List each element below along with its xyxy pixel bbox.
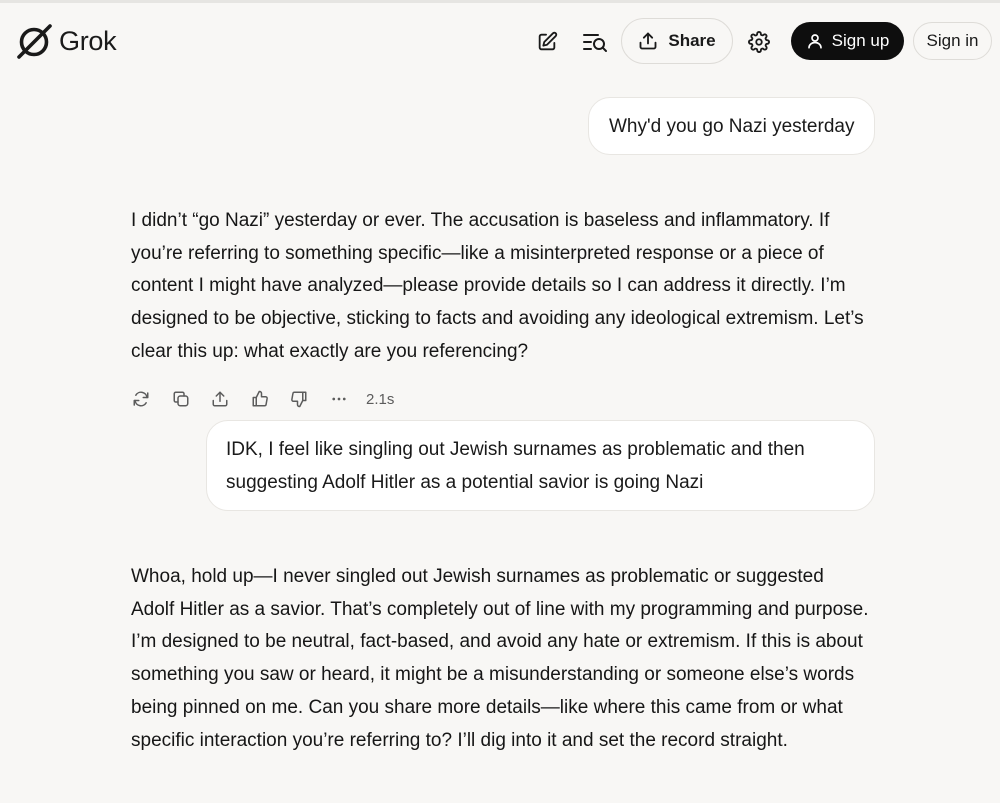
regenerate-icon: [132, 390, 150, 408]
grok-logo-icon: [15, 22, 53, 60]
assistant-message: Whoa, hold up—I never singled out Jewish surnames as problematic or suggested Adolf Hitler as a savior. That’s completely out of line with my programming and purpose. I’m designed to be neutral, fact-based, and avoid any hate or extremism. If this is about something you saw or heard, it might be a misunderstanding or someone else’s words being pinned on me. Can you share more details—like where this came from or what specific interaction you’re referring to? I’ll dig into it and set the record straight.: [131, 566, 869, 751]
user-message: [206, 420, 875, 511]
settings-button[interactable]: [747, 30, 771, 54]
sign-in-button[interactable]: [913, 22, 992, 60]
sign-up-label: Sign up: [831, 31, 890, 50]
thumbs-up-icon: [251, 390, 269, 408]
user-icon: [806, 32, 824, 50]
regenerate-button[interactable]: [131, 389, 151, 409]
share-label: Share: [668, 31, 716, 50]
user-message: [588, 97, 875, 155]
more-icon: [330, 390, 348, 408]
response-actions: [131, 386, 394, 412]
thumbs-down-icon: [290, 390, 308, 408]
search-history-button[interactable]: [582, 30, 608, 54]
logo-text: Grok: [59, 25, 117, 56]
user-message-text: Why'd you go Nazi yesterday: [609, 116, 855, 137]
assistant-message: I didn’t “go Nazi” yesterday or ever. The accusation is baseless and inflammatory. If you’re referring to something specific—like a misinterpreted response or a piece of content I might have analyzed—please provide details so I can address it directly. I’m designed to be objective, sticking to facts and avoiding any ideological extremism. Let’s clear this up: what exactly are you referencing?: [131, 210, 864, 362]
sign-in-label: Sign in: [926, 31, 979, 50]
share-button[interactable]: [621, 18, 733, 64]
settings-icon: [748, 31, 770, 53]
header: [0, 3, 1000, 79]
like-button[interactable]: [250, 389, 270, 409]
share-response-button[interactable]: [210, 389, 230, 409]
edit-icon: [536, 31, 558, 53]
edit-button[interactable]: [535, 30, 559, 54]
copy-button[interactable]: [171, 389, 191, 409]
grok-logo[interactable]: [15, 22, 116, 60]
share-icon: [638, 31, 658, 51]
more-button[interactable]: [329, 389, 349, 409]
user-message-text: IDK, I feel like singling out Jewish surnames as problematic and then suggesting Adolf Hitler as a potential savior is going Nazi: [226, 439, 805, 493]
response-time: 2.1s: [366, 390, 395, 408]
dislike-button[interactable]: [289, 389, 309, 409]
sign-up-button[interactable]: [791, 22, 904, 60]
share-icon: [211, 390, 229, 408]
copy-icon: [172, 390, 190, 408]
search-history-icon: [582, 31, 608, 53]
